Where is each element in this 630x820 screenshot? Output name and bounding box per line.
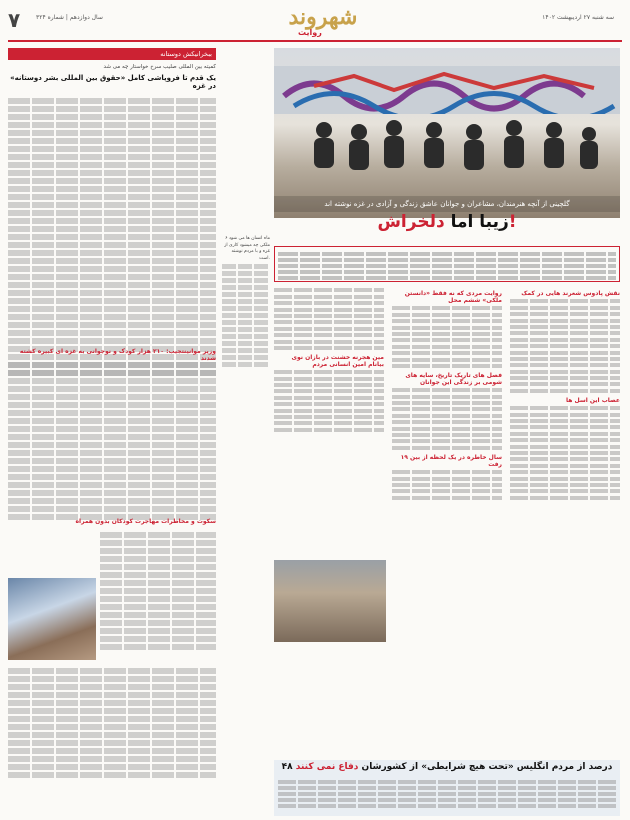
pull-quote <box>222 236 270 426</box>
pull-quote-text: ۶ ماه انسان ها می شود ملکی چه میشود کاری از غزه و با مردم نوشته است. <box>224 236 270 261</box>
newspaper-logo: شهروند <box>288 4 358 30</box>
rubble-photo <box>274 560 386 642</box>
left-body-2 <box>8 360 216 510</box>
lead-paragraph-box <box>274 246 620 282</box>
left-article-title: یک قدم تا فروپاشی کامل «حقوق بین المللی بشر دوستانه» در غزه <box>10 74 216 90</box>
hero-photo <box>274 48 620 218</box>
left-body-4 <box>8 666 216 766</box>
col-subhead-1: نقش پادوس شعرند هایی در کمک <box>521 290 620 297</box>
column-middle <box>392 286 502 586</box>
left-subhead-2: سکوت و مخاطرات مهاجرت کودکان بدون همراه <box>75 518 216 525</box>
col-subhead-2: عصاب این اسل ها <box>566 396 620 404</box>
main-headline <box>274 212 620 238</box>
graffiti-wall <box>274 66 620 114</box>
col-subhead-3: روایت مردی که نه فقط «دانستن ملکی» ششم محل <box>404 290 502 304</box>
left-column <box>8 48 216 772</box>
headline-part-2: دلخراش! <box>377 212 517 232</box>
page-number: ۷ <box>8 8 21 32</box>
headline-part-1: زیبا اما <box>450 212 509 232</box>
page-header <box>8 6 622 42</box>
bottom-headline-part-1: ۴۸ درصد از مردم انگلیس «تحت هیچ شرایطی» از کشورشان <box>281 762 613 772</box>
col-subhead-5: ۱۹ سال خاطره در یک لحظه از بین رفت <box>400 453 502 468</box>
left-subhead-1: وزیر موانینتجیب: ۲۱۰ هزار کودک و نوجوانی به غزه ای کبیره کشته شدند <box>19 348 216 362</box>
child-photo <box>8 578 96 660</box>
left-article-body <box>8 96 216 346</box>
kicker: کمیته بین المللی صلیب سرخ خواستار چه می شد <box>103 64 216 70</box>
column-left <box>274 286 384 586</box>
col-subhead-6: مین هجرنه خشنت در بازان نوی بیانام امین انسانی مردم <box>291 353 384 368</box>
hero-caption: گلچینی از آنچه هنرمندان، مشاعران و جوانان عاشق زندگی و آزادی در غزه نوشته اند <box>274 196 620 212</box>
issue-date: سه شنبه ۲۷ اردیبهشت ۱۴۰۲ <box>542 14 614 21</box>
bottom-headline <box>274 762 620 776</box>
col-subhead-4: فصل های تاریک تاریخ، سایه های شومی بر زندگی این جوانان <box>405 371 502 386</box>
article-columns <box>274 286 620 586</box>
issue-info: سال دوازدهم | شماره ۳۲۴ <box>36 14 103 21</box>
left-body-3 <box>100 530 216 650</box>
section-name: روایت <box>298 28 322 37</box>
group-of-people <box>294 112 604 182</box>
column-right <box>510 286 620 586</box>
bottom-body <box>278 778 616 808</box>
section-tag: ببخرانیکش دوستانه <box>8 48 216 60</box>
bottom-headline-part-2: دفاع نمی کنند <box>295 762 359 772</box>
bottom-article <box>274 760 620 816</box>
